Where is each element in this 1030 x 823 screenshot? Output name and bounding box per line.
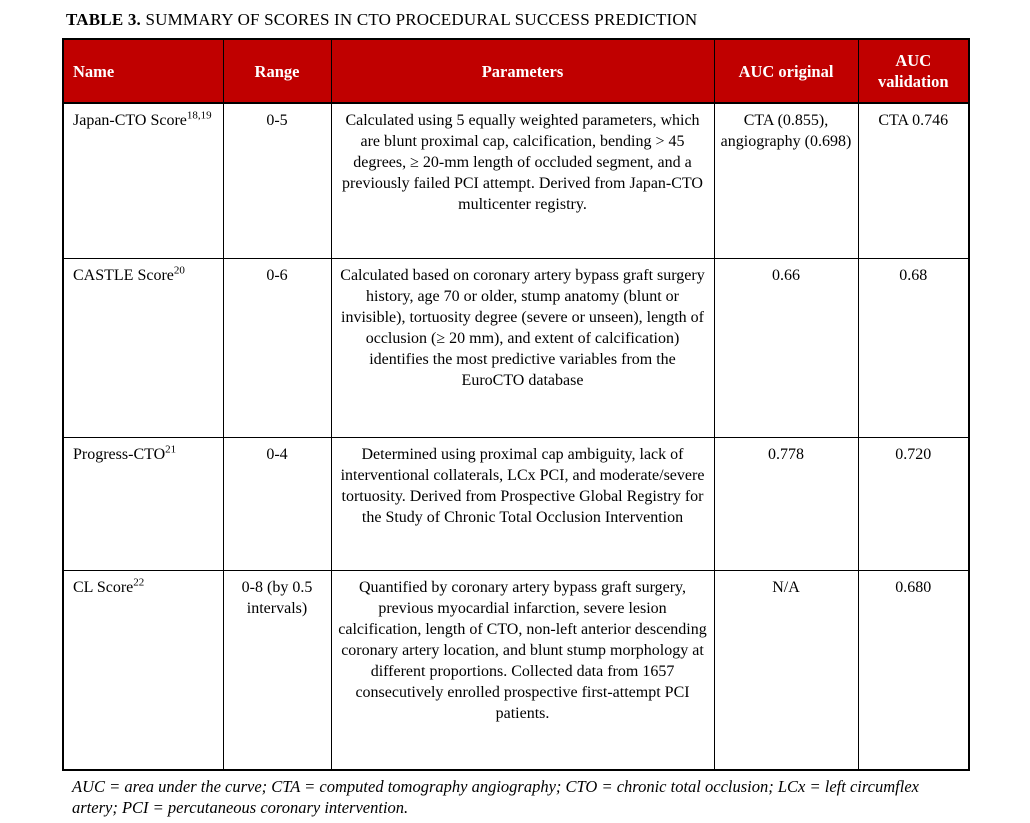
score-name: Japan-CTO Score [73, 112, 187, 129]
cell-auc-validation: CTA 0.746 [858, 103, 969, 258]
citation-superscript: 18,19 [186, 109, 212, 122]
cell-name [63, 103, 223, 258]
cell-parameters: Calculated using 5 equally weighted parameters, which are blunt proximal cap, calcification, bending > 45 degrees, ≥ 20-mm length of occluded segment, and a previously failed PCI attempt. Derived from Japan-CTO multicenter registry. [331, 103, 714, 258]
abbreviations-footnote: AUC = area under the curve; CTA = computed tomography angiography; CTO = chronic total occlusion; LCx = left circumflex artery; PCI = percutaneous coronary intervention. [72, 777, 919, 817]
table-row [63, 570, 969, 770]
cell-range: 0-6 [223, 258, 331, 437]
cell-auc-validation: 0.720 [858, 437, 969, 570]
score-name: CASTLE Score [73, 266, 174, 284]
cell-parameters: Determined using proximal cap ambiguity, lack of interventional collaterals, LCx PCI, and moderate/severe tortuosity. Derived from Prospective Global Registry for the Study of Chronic Total Occlusion Intervention [331, 437, 714, 570]
table-row [63, 258, 969, 437]
cell-range: 0-8 (by 0.5 intervals) [223, 570, 331, 770]
table-title-text: SUMMARY OF SCORES IN CTO PROCEDURAL SUCCESS PREDICTION [145, 10, 698, 29]
table-title [66, 10, 1030, 30]
cell-auc-validation: 0.68 [858, 258, 969, 437]
score-name: Progress-CTO [73, 445, 166, 463]
cell-range: 0-5 [223, 103, 331, 258]
cell-range: 0-4 [223, 437, 331, 570]
cell-auc-original: N/A [714, 570, 858, 770]
cell-parameters: Quantified by coronary artery bypass graft surgery, previous myocardial infarction, severe lesion calcification, length of CTO, non-left anterior descending coronary artery location, and blunt stump morphology at different proportions. Collected data from 1657 consecutively enrolled prospective first-attempt PCI patients. [331, 570, 714, 770]
table-row [63, 103, 969, 258]
citation-superscript: 20 [173, 264, 185, 277]
header-row [63, 39, 969, 103]
header-cell-auc-validation: AUC validation [858, 39, 969, 103]
cell-auc-validation: 0.680 [858, 570, 969, 770]
header-cell-parameters: Parameters [331, 39, 714, 103]
cell-auc-original: 0.66 [714, 258, 858, 437]
cell-auc-original: CTA (0.855), angiography (0.698) [714, 103, 858, 258]
header-cell-auc-original: AUC original [714, 39, 858, 103]
cell-name [63, 570, 223, 770]
header-cell-name: Name [63, 39, 223, 103]
score-name: CL Score [73, 578, 134, 596]
table-row [63, 437, 969, 570]
citation-superscript: 22 [133, 576, 145, 589]
cell-name [63, 437, 223, 570]
cto-scores-table [62, 38, 970, 771]
cell-parameters: Calculated based on coronary artery bypass graft surgery history, age 70 or older, stump anatomy (blunt or invisible), tortuosity degree (severe or unseen), length of occlusion (≥ 20 mm), and extent of calcification) identifies the most predictive variables from the EuroCTO database [331, 258, 714, 437]
cell-name [63, 258, 223, 437]
cell-auc-original: 0.778 [714, 437, 858, 570]
table-title-label: TABLE 3. [66, 10, 141, 29]
citation-superscript: 21 [165, 443, 177, 456]
header-cell-range: Range [223, 39, 331, 103]
